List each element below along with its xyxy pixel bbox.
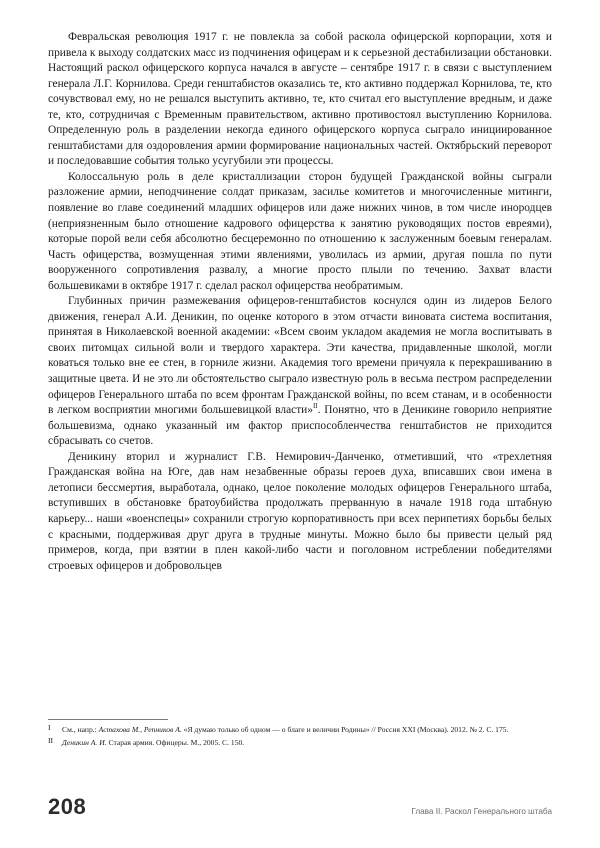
paragraph-4: Деникину вторил и журналист Г.В. Немирович-Данченко, отметивший, что «трехлетняя Гражданская война на Юге, дав нам незабвенные образы героев духа, вписавших свои имена в летописи бессмертия, выработала, однако, целое поколение молодых офицеров Генерального штаба, вступивших в обстановке братоубийства продолжать прерванную в начале 1918 года штабную карьеру... наши «военспецы» сохранили строгую корпоративность при всех перипетиях борьбы белых с красными, поддерживая друг друга в трудные минуты. Можно было бы привести целый ряд примеров, когда, при взятии в плен какой-либо части и поголовном истреблении победителями строевых офицеров и добровольцев bbox=[48, 450, 552, 572]
footnote-1 bbox=[48, 722, 552, 736]
body-text bbox=[48, 30, 552, 574]
footnote-1-after: «Я думаю только об одном — о благе и величии Родины» // Россия XXI (Москва). 2012. № 2. С. 175. bbox=[181, 724, 509, 734]
footnote-2-italic: Деникин А. И. bbox=[62, 738, 107, 748]
footnote-2-marker: II bbox=[48, 736, 54, 746]
footnote-2-text bbox=[62, 738, 552, 749]
running-title: Глава II. Раскол Генерального штаба bbox=[411, 807, 552, 816]
page-footer bbox=[48, 794, 552, 820]
paragraph-2: Колоссальную роль в деле кристаллизации сторон будущей Гражданской войны сыграли разложение армии, неподчинение солдат приказам, засилье комитетов и многочисленные митинги, появление во главе соединений младших офицеров или даже нижних чинов, в том числе инородцев (неприязненным было отношение кадрового офицерства к занятию руководящих постов евреями), которые порой вели себя абсолютно бесцеремонно по отношению к заслуженным боевым генералам. Часть офицерства, возмущенная этими явлениями, уволилась из армии, другая пошла по пути вооруженного сопротивления развалу, а многие просто плыли по течению. Захват власти большевиками в октябре 1917 г. сделал раскол офицерства необратимым. bbox=[48, 170, 552, 292]
footnote-1-marker: I bbox=[48, 722, 51, 732]
paragraph-3 bbox=[48, 294, 552, 449]
footnote-2-after: Старая армия. Офицеры. М., 2005. С. 150. bbox=[106, 738, 245, 748]
footnotes-section bbox=[48, 719, 552, 752]
paragraph-1: Февральская революция 1917 г. не повлекла за собой раскола офицерской корпорации, хотя и привела к выходу солдатских масс из подчинения офицерам и к серьезной дестабилизации обстановки. Настоящий раскол офицерского корпуса начался в августе – сентябре 1917 г. в связи с выступлением генерала Л.Г. Корнилова. Среди генштабистов оказались те, кто активно поддержал Корнилова, те, кто сочувствовал ему, но не решался выступить активно, те, кто считал его выступление вредным, и даже те, кто, сотрудничая с Временным правительством, активно противостоял выступлению Корнилова. Определенную роль в разделении некогда единого офицерского корпуса сыграло инициированное генштабистами для оздоровления армии формирование национальных частей. Октябрьский переворот и последовавшие события только усугубили эти процессы. bbox=[48, 31, 552, 168]
paragraph-3-text: Глубинных причин размежевания офицеров-генштабистов коснулся один из лидеров Белого движения, генерал А.И. Деникин, по оценке которого в этом отчасти виновата система воспитания, принятая в Николаевской военной академии: «Всем своим укладом академия не могла воспитывать в своих питомцах сильной воли и твердого характера. Эти качества, придавленные школой, могли коваться только вне ее стен, в горниле жизни. Академия того времени причуяла к перекрашиванию в защитные цвета. И не это ли обстоятельство сыграло известную роль в весьма пестром распределении офицеров Генерального штаба по всем фронтам Гражданской войны, по всем станам, и в особенности в легком восприятии многими большевицкой власти»$^{II}$. Понятно, что в Деникине говорило неприятие большевизма, однако указанный им фактор приспособленчества генштабистов не приходится сбрасывать со счетов. bbox=[48, 295, 552, 448]
footnote-1-italic: Астахова М., Репников А. bbox=[98, 724, 182, 734]
footnote-rule bbox=[48, 719, 168, 720]
footnote-1-before: См., напр.: bbox=[62, 724, 99, 734]
page-number: 208 bbox=[48, 794, 87, 819]
footnote-2 bbox=[48, 738, 552, 749]
footnote-1-text bbox=[62, 725, 552, 736]
